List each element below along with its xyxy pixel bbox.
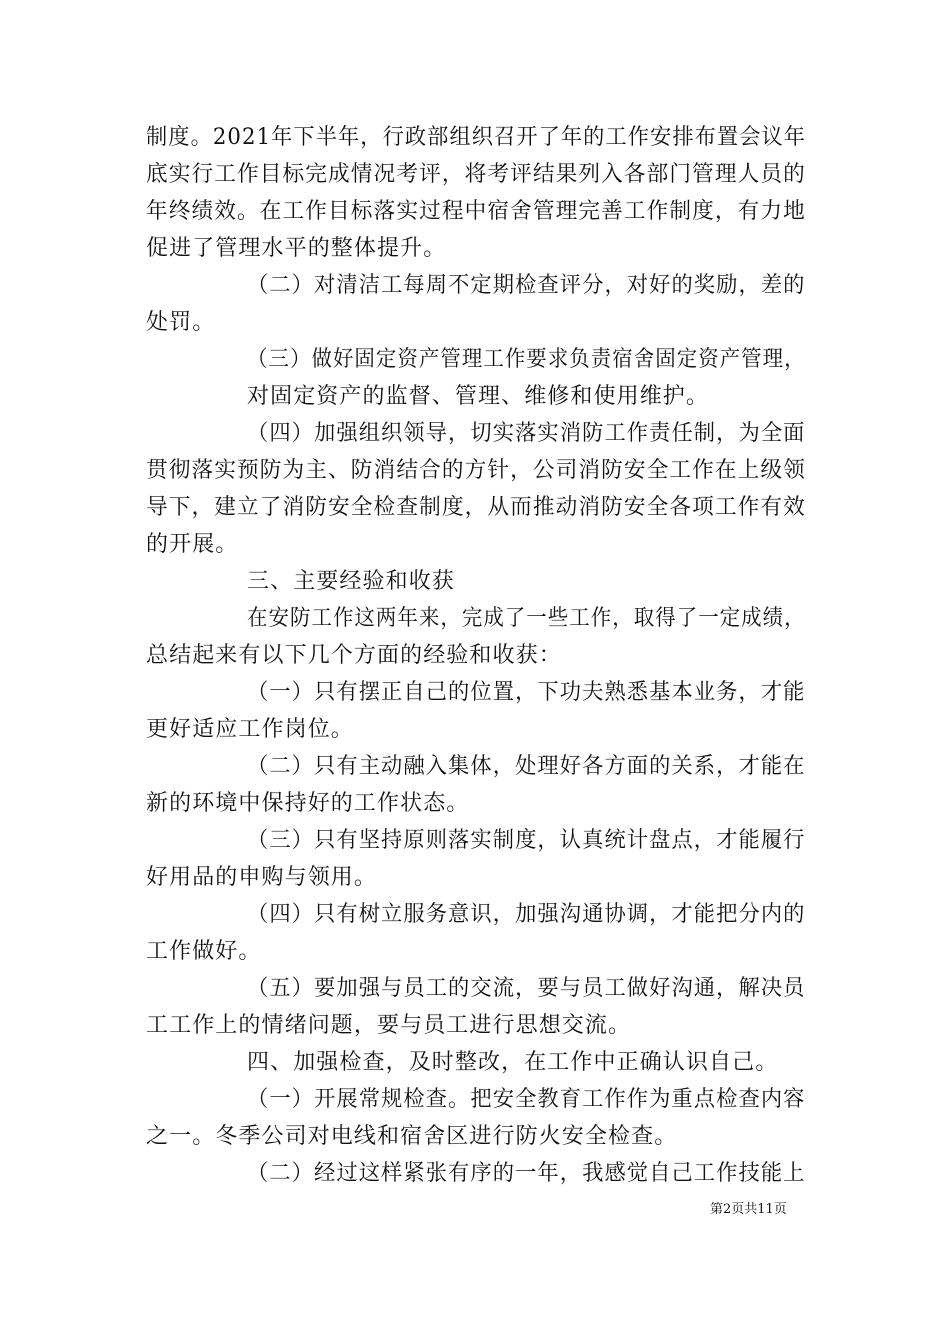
body-line: 新的环境中保持好的工作状态。 (146, 791, 470, 816)
body-line: 促进了管理水平的整体提升。 (146, 236, 447, 261)
body-line: （二）经过这样紧张有序的一年，我感觉自己工作技能上 (247, 1161, 806, 1186)
body-line: （三）做好固定资产管理工作要求负责宿舍固定资产管理， (247, 347, 806, 372)
body-line: 之一。冬季公司对电线和宿舍区进行防火安全检查。 (146, 1124, 678, 1149)
body-line: 工工作上的情绪问题，要与员工进行思想交流。 (146, 1013, 632, 1038)
body-line: 制度。2021年下半年，行政部组织召开了年的工作安排布置会议年 (146, 125, 807, 150)
body-line: 更好适应工作岗位。 (146, 717, 354, 742)
body-line: 底实行工作目标完成情况考评，将考评结果列入各部门管理人员的 (146, 162, 806, 187)
section-heading: 四、加强检查，及时整改，在工作中正确认识自己。 (247, 1050, 779, 1075)
body-line: （三）只有坚持原则落实制度，认真统计盘点，才能履行 (247, 828, 806, 853)
body-line: （一）开展常规检查。把安全教育工作作为重点检查内容 (247, 1087, 806, 1112)
body-line: （二）只有主动融入集体，处理好各方面的关系，才能在 (247, 754, 806, 779)
body-line: 的开展。 (146, 532, 239, 557)
body-line: 总结起来有以下几个方面的经验和收获： (146, 643, 562, 668)
section-heading: 三、主要经验和收获 (247, 569, 455, 594)
body-line: 导下，建立了消防安全检查制度，从而推动消防安全各项工作有效 (146, 495, 806, 520)
body-line: （二）对清洁工每周不定期检查评分，对好的奖励，差的 (247, 273, 806, 298)
body-line: 贯彻落实预防为主、防消结合的方针，公司消防安全工作在上级领 (146, 458, 806, 483)
body-line: （一）只有摆正自己的位置，下功夫熟悉基本业务，才能 (247, 680, 806, 705)
body-line: 对固定资产的监督、管理、维修和使用维护。 (247, 384, 710, 409)
body-line: 年终绩效。在工作目标落实过程中宿舍管理完善工作制度，有力地 (146, 199, 806, 224)
body-line: 处罚。 (146, 310, 216, 335)
body-line: 工作做好。 (146, 939, 262, 964)
page-number-footer: 第2页共11页 (710, 1202, 787, 1217)
body-line: 好用品的申购与领用。 (146, 865, 378, 890)
body-line: 在安防工作这两年来，完成了一些工作，取得了一定成绩， (247, 606, 806, 631)
body-line: （四）加强组织领导，切实落实消防工作责任制，为全面 (247, 421, 806, 446)
body-line: （四）只有树立服务意识，加强沟通协调，才能把分内的 (247, 902, 806, 927)
body-line: （五）要加强与员工的交流，要与员工做好沟通，解决员 (247, 976, 806, 1001)
